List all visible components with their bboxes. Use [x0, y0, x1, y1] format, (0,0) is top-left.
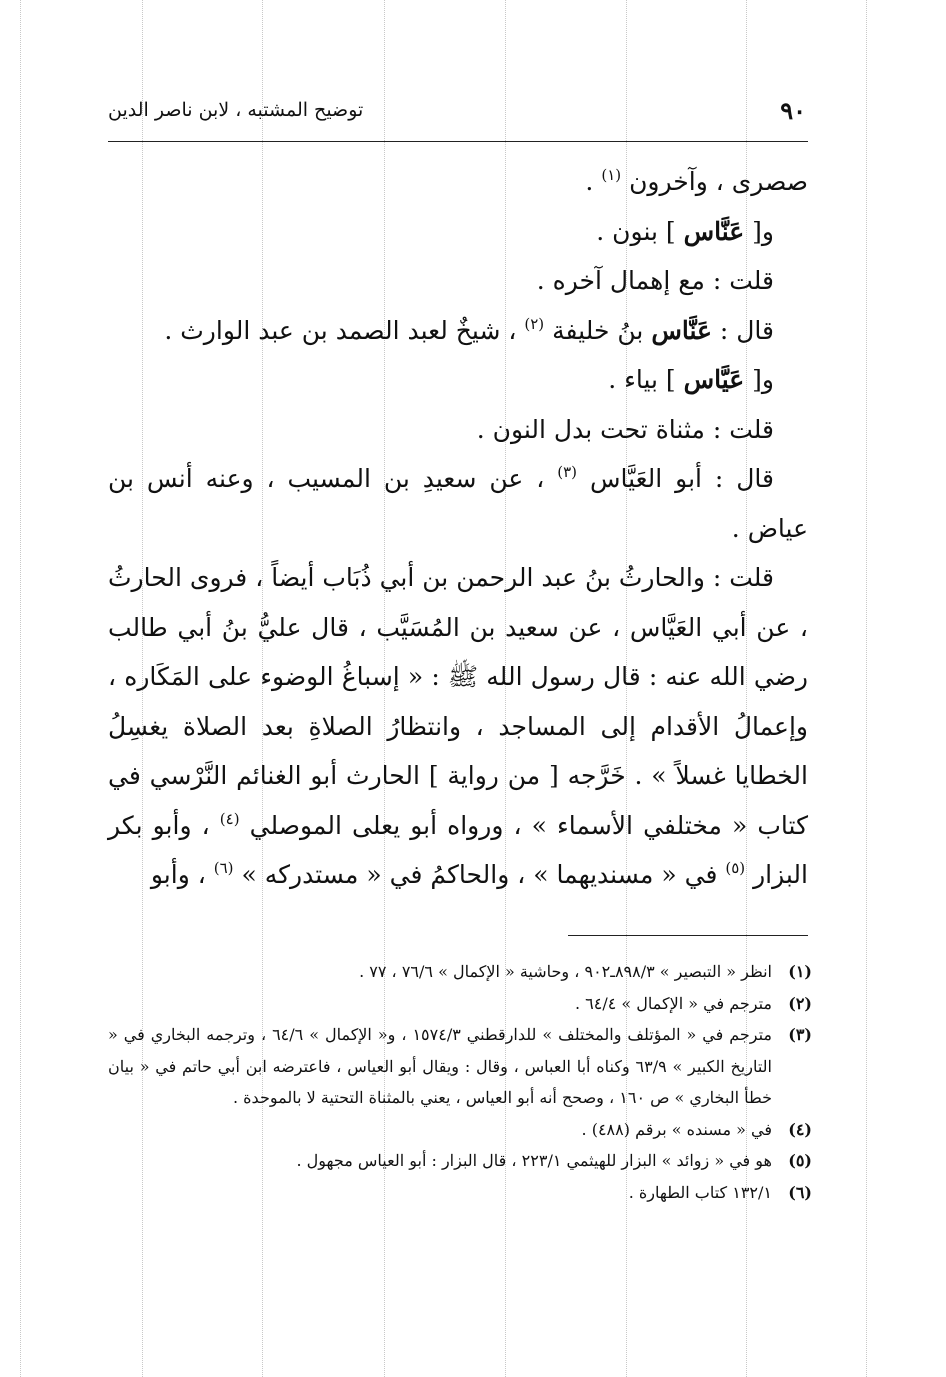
- footnote-text: هو في « زوائد » البزار للهيثمي ٢٢٣/١ ، قال البزار : أبو العياس مجهول .: [296, 1151, 772, 1170]
- footnote: [108, 1177, 812, 1209]
- footnote-ref: (٥): [725, 859, 746, 877]
- running-title: توضيح المشتبه ، لابن ناصر الدين: [108, 99, 364, 121]
- footnote: [108, 1114, 812, 1146]
- header-rule: [108, 141, 808, 142]
- footnote-text: مترجم في « الإكمال » ٦٤/٤ .: [574, 993, 772, 1013]
- footnote-ref: (٤): [219, 809, 240, 828]
- page-header: [108, 90, 806, 130]
- footnote-text: في « مسنده » برقم (٤٨٨) .: [581, 1119, 772, 1139]
- footnote: [108, 956, 812, 988]
- footnote: [108, 1019, 812, 1114]
- footnote: [108, 988, 812, 1020]
- footnotes: [108, 956, 812, 1208]
- paragraph: قلت : والحارثُ بنُ عبد الرحمن بن أبي ذُبَاب أيضاً ، فروى الحارثُ ، عن أبي العَيَّاس ، عن سعيد بن المُسَيَّب ، قال عليُّ بنُ أبي طالب رضي الله عنه : قال رسول الله ﷺ : « إسباغُ الوضوء على المَكَاره ، وإعمالُ الأقدام إلى المساجد ، وانتظارُ الصلاةِ بعد الصلاة يغسِلُ الخطايا غسلاً » . خَرَّجه [ من رواية ] الحارث أبو الغنائم النَّرْسي في كتاب « مختلفي الأسماء » ، ورواه أبو يعلى الموصلي $^{(٤)}$ ، وأبو بكر البزار $^{(٥)}$ في « مسنديهما » ، والحاكمُ في « مستدركه » $^{(٦)}$ ، وأبو: [108, 563, 808, 889]
- page-number: ٩٠: [780, 95, 806, 125]
- footnote-rule: [568, 935, 808, 936]
- paragraph: قلت : مع إهمال آخره .: [536, 266, 774, 295]
- footnote-number: (٤): [788, 1119, 812, 1139]
- footnote: [108, 1145, 812, 1177]
- paragraph: صصرى ، وآخرون $^{(١)}$ .: [585, 166, 808, 196]
- main-text: [108, 157, 808, 900]
- paragraph: قال : عَنَّاس بنُ خليفة $^{(٢)}$ ، شيخٌ لعبد الصمد بن عبد الوارث .: [164, 314, 774, 345]
- paragraph: و[ عَنَّاس ] بنون .: [596, 216, 774, 246]
- entry-name: عَيَّاس: [683, 365, 745, 394]
- footnote-number: (٢): [788, 993, 812, 1013]
- footnote-ref: (١): [601, 166, 622, 184]
- entry-name: عَنَّاس: [651, 315, 712, 345]
- paragraph: قال : أبو العَيَّاس $^{(٣)}$ ، عن سعيدِ بن المسيب ، وعنه أنس بن عياض .: [108, 463, 808, 543]
- footnote-text: ١٣٢/١ كتاب الطهارة .: [628, 1182, 772, 1202]
- footnote-ref: (٦): [213, 859, 234, 877]
- entry-name: عَنَّاس: [683, 216, 745, 246]
- footnote-number: (١): [788, 962, 812, 981]
- footnote-text: مترجم في « المؤتلف والمختلف » للدارقطني ١٥٧٤/٣ ، و« الإكمال » ٦٤/٦ ، وترجمه البخاري في « التاريخ الكبير » ٦٣/٩ وكناه أبا العباس ، وقال : ويقال أبو العياس ، فاعترضه ابن أبي حاتم في « بيان خطأ البخاري » ص ١٦٠ ، وصحح أنه أبو العياس ، يعني بالمثناة التحتية لا بالموحدة .: [108, 1025, 773, 1107]
- footnote-number: (٥): [788, 1151, 812, 1170]
- footnote-ref: (٣): [557, 463, 577, 481]
- footnote-ref: (٢): [524, 314, 545, 333]
- footnote-number: (٣): [788, 1025, 812, 1044]
- paragraph: و[ عَيَّاس ] بياء .: [608, 365, 774, 394]
- footnote-text: انظر « التبصير » ٨٩٨/٣ـ٩٠٢ ، وحاشية « الإكمال » ٧٦/٦ ، ٧٧ .: [359, 962, 772, 981]
- paragraph: قلت : مثناة تحت بدل النون .: [476, 414, 774, 444]
- footnote-number: (٦): [788, 1182, 812, 1202]
